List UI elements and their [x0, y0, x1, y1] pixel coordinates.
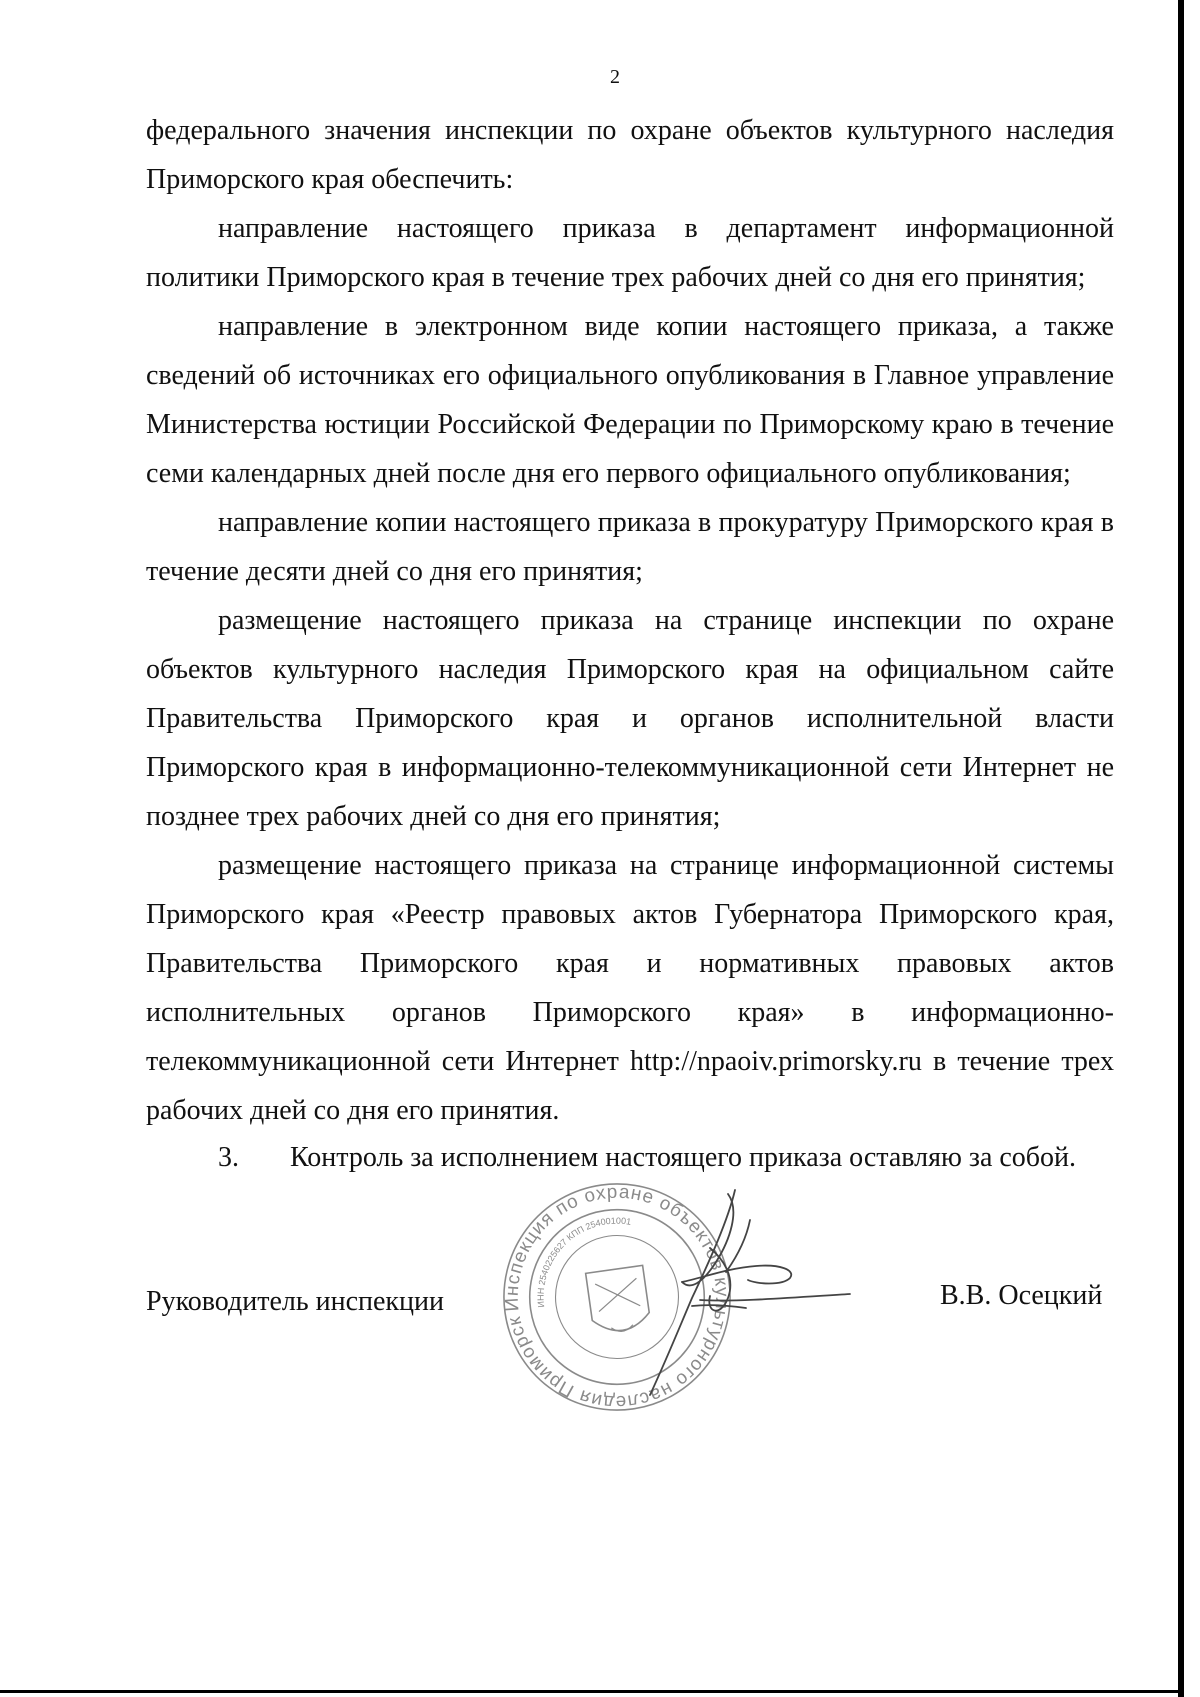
- signer-position: Руководитель инспекции: [146, 1286, 444, 1317]
- signer-name: В.В. Осецкий: [940, 1280, 1103, 1311]
- scan-border-bottom: [0, 1690, 1184, 1693]
- control-clause: [218, 1133, 1076, 1182]
- paragraph-prosecutor: направление копии настоящего приказа в прокуратуру Приморского края в течение десяти дней со дня его принятия;: [146, 507, 1114, 587]
- scan-border-right: [1178, 0, 1184, 1697]
- paragraph-info-policy: направление настоящего приказа в департамент информационной политики Приморского края в течение трех рабочих дней со дня его принятия;: [146, 213, 1114, 293]
- seal-outer-text: Инспекция по охране объектов культурного наследия Приморского: [500, 1180, 734, 1414]
- clause-text: Контроль за исполнением настоящего приказа оставляю за собой.: [290, 1142, 1077, 1173]
- seal-inner-text: ИНН 2540225627 КПП 254001001: [535, 1215, 632, 1309]
- paragraph-official-site: размещение настоящего приказа на странице инспекции по охране объектов культурного наследия Приморского края на официальном сайте Правительства Приморского края и органов исполнительной власти Приморского края в информационно-телекоммуникационной сети Интернет не позднее трех рабочих дней со дня его принятия;: [146, 605, 1114, 832]
- page-number: 2: [610, 66, 620, 88]
- document-body: [146, 106, 1114, 1135]
- clause-number: 3.: [218, 1142, 239, 1173]
- handwritten-signature-icon: [560, 1180, 860, 1410]
- paragraph-justice-ministry: направление в электронном виде копии настоящего приказа, а также сведений об источниках его официального опубликования в Главное управление Министерства юстиции Российской Федерации по Приморскому краю в течение семи календарных дней после дня его первого официального опубликования;: [146, 311, 1114, 489]
- paragraph-continuation: федерального значения инспекции по охране объектов культурного наследия Приморского края обеспечить:: [146, 115, 1114, 195]
- paragraph-registry: размещение настоящего приказа на странице информационной системы Приморского края «Реестр правовых актов Губернатора Приморского края, Правительства Приморского края и нормативных правовых актов исполнительных органов Приморского края» в информационно-телекоммуникационной сети Интернет http://npaoiv.primorsky.ru в течение трех рабочих дней со дня его принятия.: [146, 850, 1114, 1126]
